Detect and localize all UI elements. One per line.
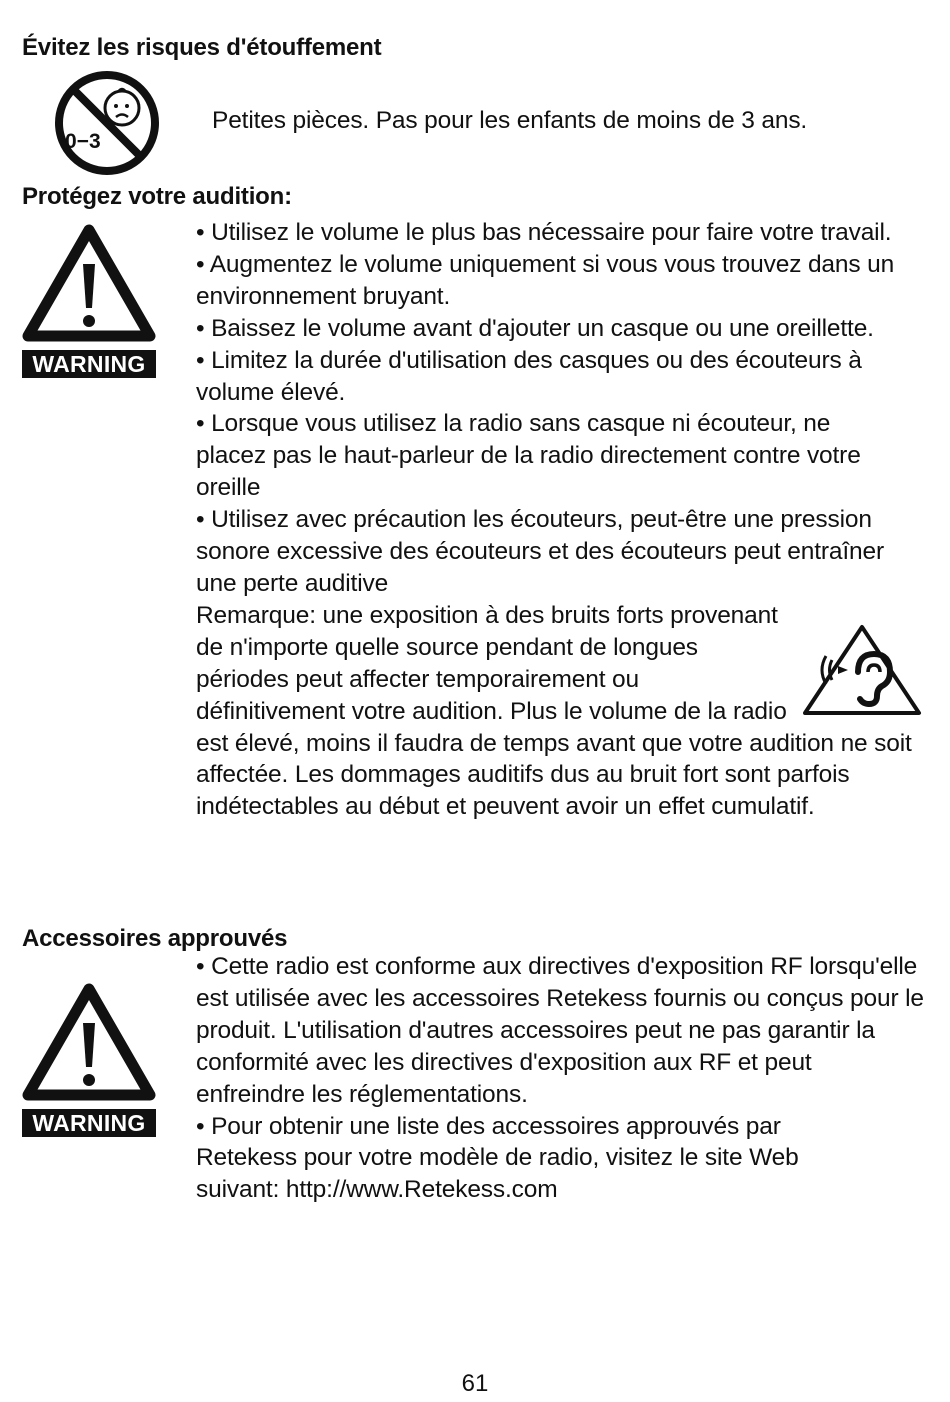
hearing-bullet-5: • Lorsque vous utilisez la radio sans casque ni écouteur, ne placez pas le haut-parleur de la radio directement contre votre oreille: [196, 410, 861, 502]
hearing-text: [196, 217, 926, 823]
hearing-damage-icon: [800, 622, 924, 718]
no-children-under-3-icon: [52, 68, 162, 178]
warning-triangle-icon: [22, 222, 156, 342]
accessories-heading: Accessoires approuvés: [22, 925, 288, 952]
warning-label: WARNING: [22, 1109, 156, 1137]
accessories-text: [196, 951, 926, 1206]
accessories-bullet-1: • Cette radio est conforme aux directives d'exposition RF lorsqu'elle est utilisée avec les accessoires Retekess fournis ou conçus pour le produit. L'utilisation d'autres accessoires peut ne pas garantir la conformité avec les directives d'exposition aux RF et peut enfreindre les réglementations.: [196, 953, 924, 1108]
age-label: 0−3: [65, 130, 101, 153]
warning-label: WARNING: [22, 350, 156, 378]
choking-text: Petites pièces. Pas pour les enfants de moins de 3 ans.: [212, 107, 808, 134]
hearing-bullet-1: • Utilisez le volume le plus bas nécessaire pour faire votre travail.: [196, 219, 892, 246]
hearing-bullet-3: • Baissez le volume avant d'ajouter un casque ou une oreillette.: [196, 314, 874, 342]
hearing-note: [196, 600, 926, 823]
choking-heading: Évitez les risques d'étouffement: [22, 34, 382, 61]
hearing-note-text: Remarque: une exposition à des bruits forts provenant de n'importe quelle source pendant de longues périodes peut affecter temporairement ou définitivement votre audition. Plus le volume de la radio est élevé, moins il faudra de temps avant que votre audition ne soit affectée. Les dommages auditifs dus au bruit fort sont parfois indétectables au début et peuvent avoir un effet cumulatif.: [196, 601, 912, 821]
hearing-bullet-2: • Augmentez le volume uniquement si vous vous trouvez dans un environnement bruyant.: [196, 250, 895, 310]
page-number: 61: [461, 1370, 489, 1397]
accessories-bullet-2: • Pour obtenir une liste des accessoires approuvés par Retekess pour votre modèle de radio, visitez le site Web suivant: http://www.Retekess.com: [196, 1112, 799, 1204]
hearing-bullet-4: • Limitez la durée d'utilisation des casques ou des écouteurs à volume élevé.: [196, 346, 862, 406]
warning-triangle-icon: [22, 981, 156, 1101]
hearing-heading: Protégez votre audition:: [22, 183, 292, 210]
hearing-bullet-6: • Utilisez avec précaution les écouteurs, peut-être une pression sonore excessive des écouteurs et des écouteurs peut entraîner une perte auditive: [196, 506, 885, 597]
